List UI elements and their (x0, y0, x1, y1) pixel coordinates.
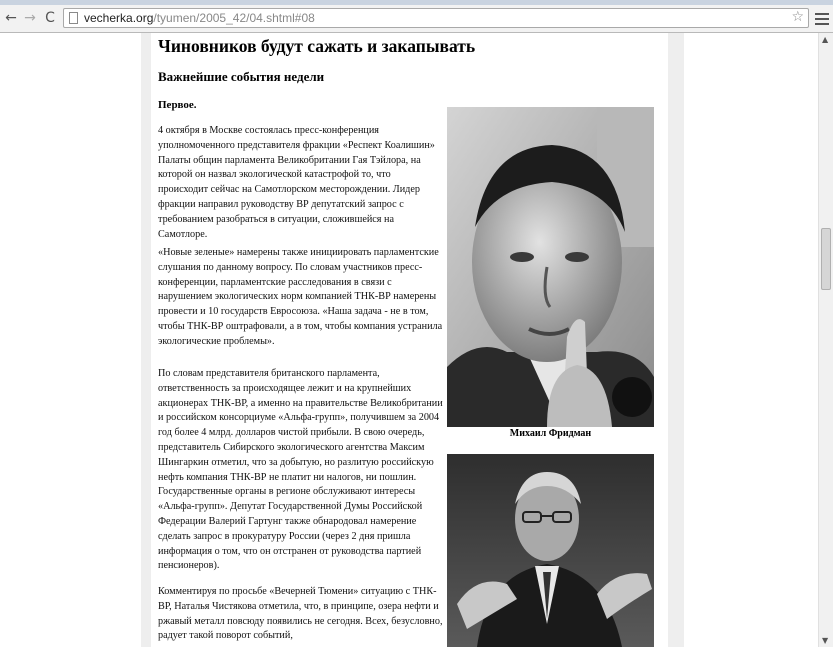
page-viewport (0, 33, 818, 647)
menu-icon[interactable] (815, 13, 829, 28)
scroll-up-icon[interactable]: ▲ (822, 35, 829, 44)
url-path: /tyumen/2005_42/04.shtml#08 (153, 11, 315, 25)
article-title: Чиновников будут сажать и закапывать (158, 36, 476, 56)
paragraph-2: «Новые зеленые» намерены также инициировать парламентские слушания по данному вопросу. По словам участников пресс-конференции, парламентские расследования в связи с нарушением экологических норм компанией ТНК-ВР намерены провести и 10 государств Евросоюза. «Наша задача - не в том, чтобы ТНК-ВР оштрафовали, а в том, чтобы компания устранила экологические проблемы». (158, 247, 443, 347)
section-label: Первое. (158, 99, 197, 111)
reload-icon[interactable]: C (45, 10, 55, 26)
address-bar[interactable] (63, 8, 809, 28)
url-host: vecherka.org (84, 11, 154, 25)
vertical-scrollbar[interactable] (818, 33, 833, 647)
scrollbar-thumb[interactable] (821, 228, 831, 290)
photo-second-person (447, 454, 654, 647)
article-content (151, 33, 668, 647)
browser-toolbar (0, 5, 833, 33)
paragraph-4: Комментируя по просьбе «Вечерней Тюмени» ситуацию с ТНК-ВР, Наталья Чистякова отметила, что, в принципе, озера нефти и ржавый металл повсюду появились не сегодня. Всех, безусловно, радует такой поворот событий, (158, 586, 443, 642)
scroll-down-icon[interactable]: ▼ (822, 636, 829, 645)
back-icon[interactable]: ← (5, 10, 17, 26)
photo-mikhail-fridman (447, 107, 654, 427)
paragraph-3: По словам представителя британского парламента, ответственность за происходящее лежит и на крупнейших акционерах ТНК-ВР, а именно на правительстве Великобритании и российском консорциуме «Альфа-групп», получившем за 2004 год более 4 млрд. долларов чистой прибыли. В свою очередь, представитель Сибирского экологического агентства Максим Шингаркин отметил, что за добытую, но разлитую российскую нефть компания ТНК-ВР не платит ни налогов, ни пошлин. Государственные органы в регионе обслуживают интересы «Альфа-групп». Депутат Государственной Думы Российской Федерации Валерий Гартунг также обнародовал намерение сделать запрос в прокуратуру России (через 2 дня пришла информация о том, что он отстранен от руководства партией пенсионеров). (158, 368, 443, 572)
photo-caption: Михаил Фридман (509, 428, 592, 439)
paragraph-1: 4 октября в Москве состоялась пресс-конференция уполномоченного представителя фракции «Респект Коалишин» Палаты общин парламента Великобритании Гая Тэйлора, на которой он назвал экологической катастрофой то, что происходит сейчас на Самотлорском месторождении. Лидер фракции направил руководству ВР депутатский запрос с требованием разобраться в ситуации, сложившейся на Самотлоре. (158, 125, 435, 240)
article-subtitle: Важнейшие события недели (158, 69, 325, 84)
address-text[interactable] (84, 11, 315, 25)
page-icon (69, 12, 78, 24)
bookmark-star-icon[interactable]: ☆ (791, 9, 804, 25)
forward-icon[interactable]: → (24, 10, 36, 26)
